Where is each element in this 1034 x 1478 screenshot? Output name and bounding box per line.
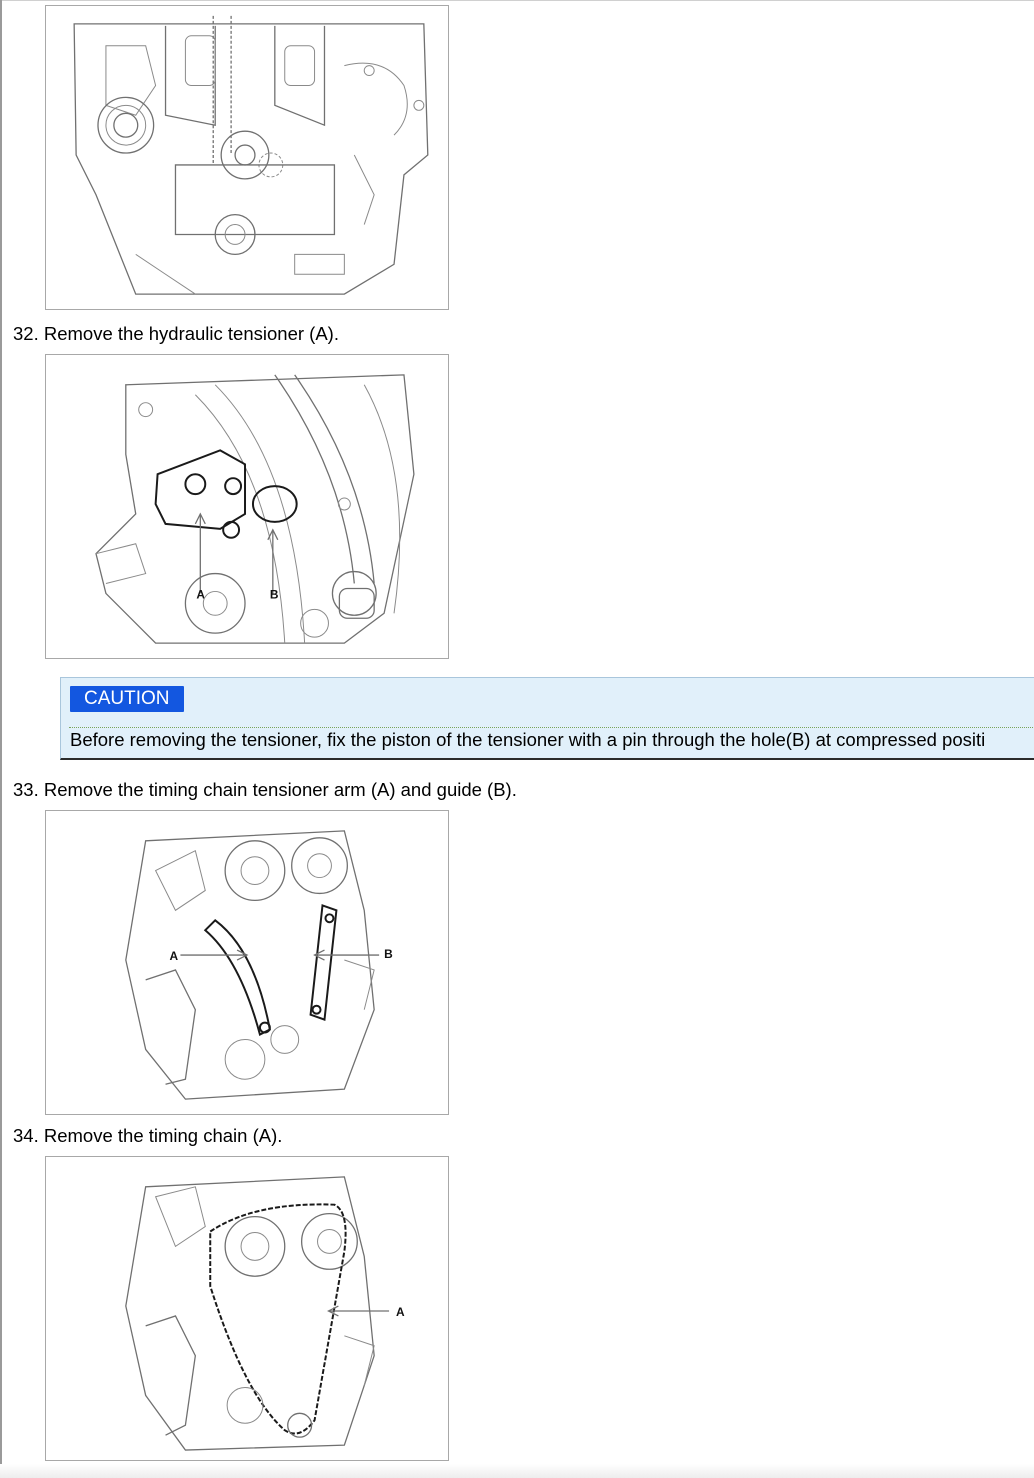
callout-b-label: B bbox=[269, 587, 279, 602]
figure-timing-chain bbox=[45, 1156, 449, 1461]
step-33 bbox=[13, 779, 517, 801]
figure-tensioner-arm-and-guide bbox=[45, 810, 449, 1115]
bottom-shade bbox=[0, 1464, 1034, 1478]
step-text: Remove the timing chain tensioner arm (A) and guide (B). bbox=[43, 779, 517, 800]
tensioner-arm-guide-drawing bbox=[46, 811, 448, 1114]
caution-note bbox=[60, 677, 1034, 760]
caution-text: Before removing the tensioner, fix the piston of the tensioner with a pin through the hole(B) at compressed positi bbox=[70, 729, 986, 750]
step-text: Remove the hydraulic tensioner (A). bbox=[43, 323, 339, 344]
step-text: Remove the timing chain (A). bbox=[43, 1125, 283, 1146]
step-number: 33. bbox=[13, 779, 39, 800]
step-34 bbox=[13, 1125, 282, 1147]
hydraulic-tensioner-drawing bbox=[46, 355, 448, 658]
figure-hydraulic-tensioner bbox=[45, 354, 449, 659]
figure-camshaft-sprocket-alignment bbox=[45, 5, 449, 310]
caution-badge: CAUTION bbox=[70, 686, 184, 712]
callout-a-label: A bbox=[396, 1304, 405, 1319]
callout-a-label: A bbox=[196, 587, 205, 602]
step-number: 34. bbox=[13, 1125, 39, 1146]
top-rule bbox=[0, 0, 1034, 1]
timing-chain-drawing bbox=[46, 1157, 448, 1460]
step-32 bbox=[13, 323, 339, 345]
caution-divider bbox=[69, 727, 1034, 728]
step-number: 32. bbox=[13, 323, 39, 344]
engine-front-drawing bbox=[46, 6, 448, 309]
left-rule bbox=[0, 0, 2, 1478]
callout-b-label: B bbox=[384, 947, 393, 962]
callout-a-label: A bbox=[169, 949, 179, 964]
